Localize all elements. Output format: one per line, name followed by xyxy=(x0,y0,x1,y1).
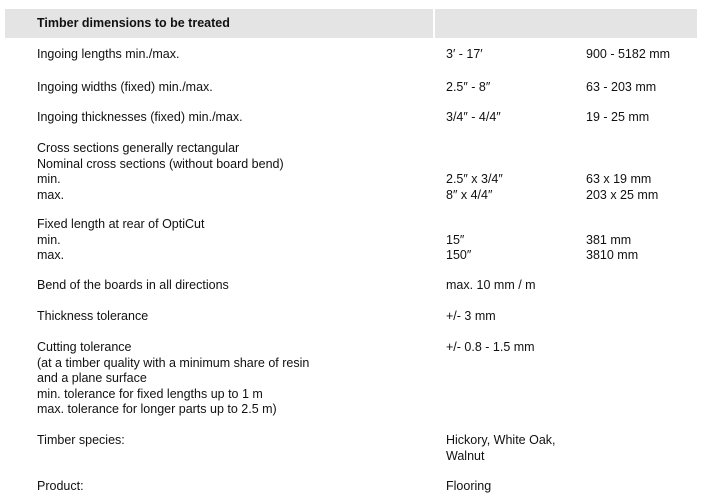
row-label-line: max. xyxy=(37,248,65,262)
row-label-line: min. tolerance for fixed lengths up to 1 m xyxy=(37,386,263,401)
row-value-imperial xyxy=(446,141,503,203)
row-value-metric-line: 19 - 25 mm xyxy=(586,110,650,124)
row-label-line: max. xyxy=(37,187,65,202)
row-value-imperial-line: +/- 0.8 - 1.5 mm xyxy=(446,340,535,354)
row-value-imperial xyxy=(446,217,471,264)
row-value-imperial xyxy=(446,80,490,96)
header-cell-left xyxy=(5,9,433,38)
row-value-imperial-line xyxy=(446,157,503,173)
row-value-imperial xyxy=(446,340,535,356)
row-value-metric-line: 63 x 19 mm xyxy=(586,172,652,186)
row-label-line: min. xyxy=(37,172,61,186)
row-label xyxy=(37,80,213,96)
row-value-metric xyxy=(586,141,658,203)
row-value-imperial xyxy=(446,47,483,63)
row-label-line: max. tolerance for longer parts up to 2.5 m) xyxy=(37,402,277,416)
row-label-line: Bend of the boards in all directions xyxy=(37,278,229,292)
row-value-metric-line: 900 - 5182 mm xyxy=(586,47,671,61)
row-label-line: and a plane surface xyxy=(37,371,147,385)
row-label-line: Product: xyxy=(37,479,84,493)
row-value-metric-line xyxy=(586,157,658,173)
row-value-imperial xyxy=(446,479,491,495)
row-value-imperial-line: 2.5″ - 8″ xyxy=(446,80,491,94)
row-label-line: Cutting tolerance xyxy=(37,340,132,354)
row-label-line: Thickness tolerance xyxy=(37,309,149,323)
row-value-imperial-line: +/- 3 mm xyxy=(446,309,496,323)
row-value-metric xyxy=(586,47,670,63)
row-value-metric-line: 63 - 203 mm xyxy=(586,80,657,94)
row-value-metric-line: 203 x 25 mm xyxy=(586,187,659,202)
row-value-imperial-line: 8″ x 4/4″ xyxy=(446,187,493,202)
row-value-imperial xyxy=(446,433,556,464)
row-label-line: min. xyxy=(37,232,61,247)
row-value-imperial-line xyxy=(446,141,503,157)
row-value-imperial-line: Hickory, White Oak, xyxy=(446,433,556,447)
row-value-metric xyxy=(586,217,638,264)
row-value-imperial-line xyxy=(446,217,471,233)
row-label-line: Fixed length at rear of OptiCut xyxy=(37,217,205,231)
row-value-metric xyxy=(586,80,656,96)
row-label-line: Cross sections generally rectangular xyxy=(37,141,240,155)
row-label-line: Nominal cross sections (without board bend) xyxy=(37,156,284,171)
row-label-line: Ingoing lengths min./max. xyxy=(37,47,180,61)
row-value-metric-line: 3810 mm xyxy=(586,248,639,262)
row-label-line: Ingoing widths (fixed) min./max. xyxy=(37,80,213,94)
row-value-metric xyxy=(586,110,649,126)
header-cell-right xyxy=(435,9,697,38)
row-label xyxy=(37,433,125,449)
row-value-imperial-line: Flooring xyxy=(446,479,492,493)
row-label xyxy=(37,141,284,203)
row-label xyxy=(37,217,204,264)
row-value-imperial-line: 3/4″ - 4/4″ xyxy=(446,110,501,124)
row-label xyxy=(37,340,309,418)
row-value-imperial-line: 2.5″ x 3/4″ xyxy=(446,172,503,186)
row-value-imperial xyxy=(446,309,496,325)
row-label-line: (at a timber quality with a minimum share of resin xyxy=(37,355,310,370)
row-value-metric-line: 381 mm xyxy=(586,232,632,247)
row-label xyxy=(37,309,148,325)
row-value-imperial xyxy=(446,278,536,294)
row-value-imperial-line: Walnut xyxy=(446,448,485,463)
row-label xyxy=(37,110,243,126)
row-label xyxy=(37,278,229,294)
table-header xyxy=(5,9,697,38)
row-value-metric-line xyxy=(586,141,658,157)
row-label-line: Ingoing thicknesses (fixed) min./max. xyxy=(37,110,243,124)
row-label xyxy=(37,479,84,495)
row-value-imperial-line: 150″ xyxy=(446,248,472,262)
row-label-line: Timber species: xyxy=(37,433,125,447)
row-value-imperial-line: 3′ - 17′ xyxy=(446,47,483,61)
row-label xyxy=(37,47,179,63)
row-value-imperial-line: 15″ xyxy=(446,232,465,247)
row-value-imperial-line: max. 10 mm / m xyxy=(446,278,536,292)
table-title: Timber dimensions to be treated xyxy=(37,16,230,30)
row-value-metric-line xyxy=(586,217,638,233)
row-value-imperial xyxy=(446,110,501,126)
